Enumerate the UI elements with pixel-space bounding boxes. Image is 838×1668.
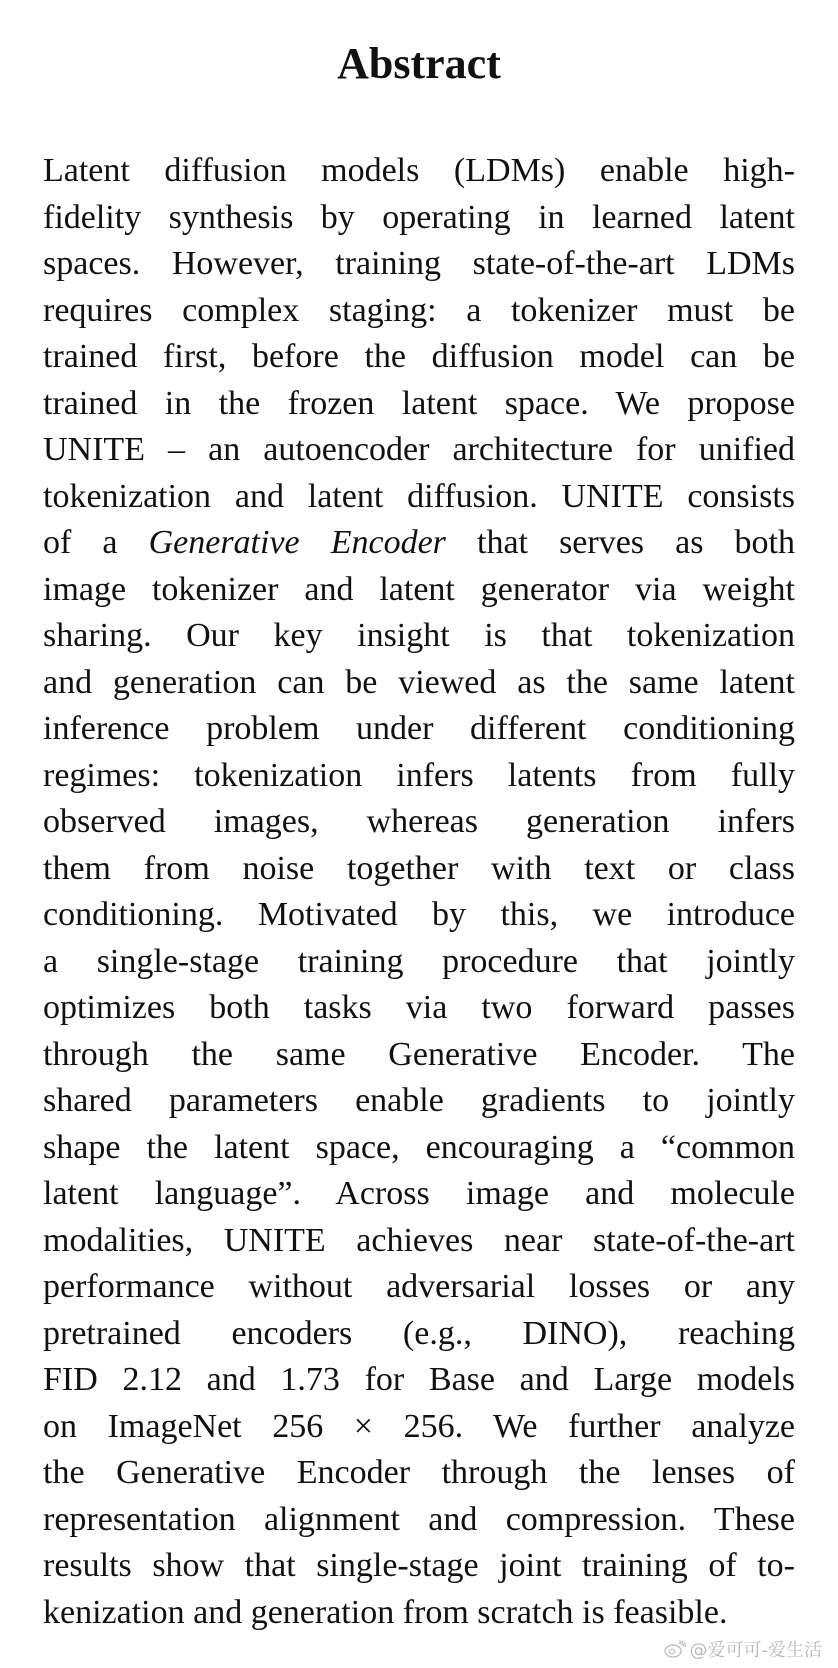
abstract-line-text: sharing. Our key insight is that tokenization — [43, 617, 795, 654]
abstract-line-text: spaces. However, training state-of-the-art LDMs — [43, 245, 795, 282]
abstract-line — [43, 1078, 795, 1125]
abstract-line — [43, 381, 795, 428]
abstract-line — [43, 1357, 795, 1404]
abstract-line — [43, 520, 795, 567]
abstract-line-text: that serves as both — [445, 524, 795, 561]
abstract-line-text: inference problem under different conditioning — [43, 710, 795, 747]
abstract-line — [43, 288, 795, 335]
abstract-line-text: performance without adversarial losses or any — [43, 1268, 795, 1305]
abstract-line-text: them from noise together with text or class — [43, 849, 795, 887]
abstract-line-text: on ImageNet 256 × 256. We further analyze — [43, 1407, 795, 1445]
abstract-line-text: regimes: tokenization infers latents from fully — [43, 756, 795, 794]
abstract-line — [43, 892, 795, 939]
abstract-heading: Abstract — [337, 39, 501, 88]
abstract-line — [43, 1171, 795, 1218]
abstract-line-text: and generation can be viewed as the same latent — [43, 663, 795, 701]
abstract-line — [43, 846, 795, 893]
abstract-line — [43, 613, 795, 660]
abstract-line-text: tokenization and latent diffusion. UNITE consists — [43, 477, 795, 515]
abstract-line — [43, 334, 795, 381]
abstract-line — [43, 1450, 795, 1497]
abstract-line-text: trained in the frozen latent space. We propose — [43, 384, 795, 422]
abstract-line-text: pretrained encoders (e.g., DINO), reaching — [43, 1314, 795, 1352]
abstract-line-text: fidelity synthesis by operating in learned latent — [43, 198, 795, 236]
abstract-line-text: optimizes both tasks via two forward passes — [43, 989, 795, 1026]
abstract-line — [43, 985, 795, 1032]
abstract-line-text: image tokenizer and latent generator via weight — [43, 570, 795, 608]
abstract-line-text: observed images, whereas generation infers — [43, 803, 795, 840]
abstract-line-text: Latent diffusion models (LDMs) enable high- — [43, 152, 795, 189]
abstract-line-text: the Generative Encoder through the lenses of — [43, 1454, 795, 1491]
abstract-line — [43, 753, 795, 800]
abstract-line — [43, 1404, 795, 1451]
abstract-line-text: requires complex staging: a tokenizer must be — [43, 291, 795, 329]
abstract-line — [43, 1590, 795, 1637]
abstract-line — [43, 195, 795, 242]
abstract-line — [43, 1311, 795, 1358]
weibo-icon — [664, 1640, 686, 1658]
abstract-line-text: through the same Generative Encoder. The — [43, 1035, 795, 1073]
abstract-line-text: results show that single-stage joint training of to- — [43, 1547, 795, 1584]
abstract-line-text: modalities, UNITE achieves near state-of-the-art — [43, 1221, 795, 1259]
abstract-line-text: a single-stage training procedure that jointly — [43, 942, 795, 980]
watermark-text: @爱可可-爱生活 — [689, 1640, 822, 1661]
abstract-line — [43, 148, 795, 195]
abstract-body — [43, 148, 795, 1636]
abstract-line-text: latent language”. Across image and molecule — [43, 1175, 795, 1212]
abstract-line-text: of a — [43, 524, 149, 561]
abstract-line — [43, 1125, 795, 1172]
abstract-line — [43, 1497, 795, 1544]
abstract-line — [43, 241, 795, 288]
abstract-line — [43, 1032, 795, 1079]
abstract-line-text: FID 2.12 and 1.73 for Base and Large models — [43, 1361, 795, 1398]
abstract-line-text: shape the latent space, encouraging a “common — [43, 1128, 795, 1166]
abstract-line-text: UNITE – an autoencoder architecture for unified — [43, 431, 795, 468]
abstract-line — [43, 660, 795, 707]
abstract-line — [43, 799, 795, 846]
abstract-line — [43, 427, 795, 474]
abstract-line-text: shared parameters enable gradients to jointly — [43, 1082, 795, 1119]
abstract-line — [43, 939, 795, 986]
abstract-line — [43, 706, 795, 753]
abstract-line — [43, 474, 795, 521]
abstract-line-text: kenization and generation from scratch is feasible. — [43, 1593, 728, 1631]
abstract-line — [43, 567, 795, 614]
abstract-line — [43, 1543, 795, 1590]
abstract-line-text: representation alignment and compression. These — [43, 1500, 795, 1538]
abstract-line-text: trained first, before the diffusion model can be — [43, 338, 795, 375]
abstract-line-text: conditioning. Motivated by this, we introduce — [43, 896, 795, 933]
abstract-line — [43, 1264, 795, 1311]
watermark — [664, 1636, 823, 1662]
emphasized-term: Generative Encoder — [148, 524, 446, 561]
abstract-line — [43, 1218, 795, 1265]
